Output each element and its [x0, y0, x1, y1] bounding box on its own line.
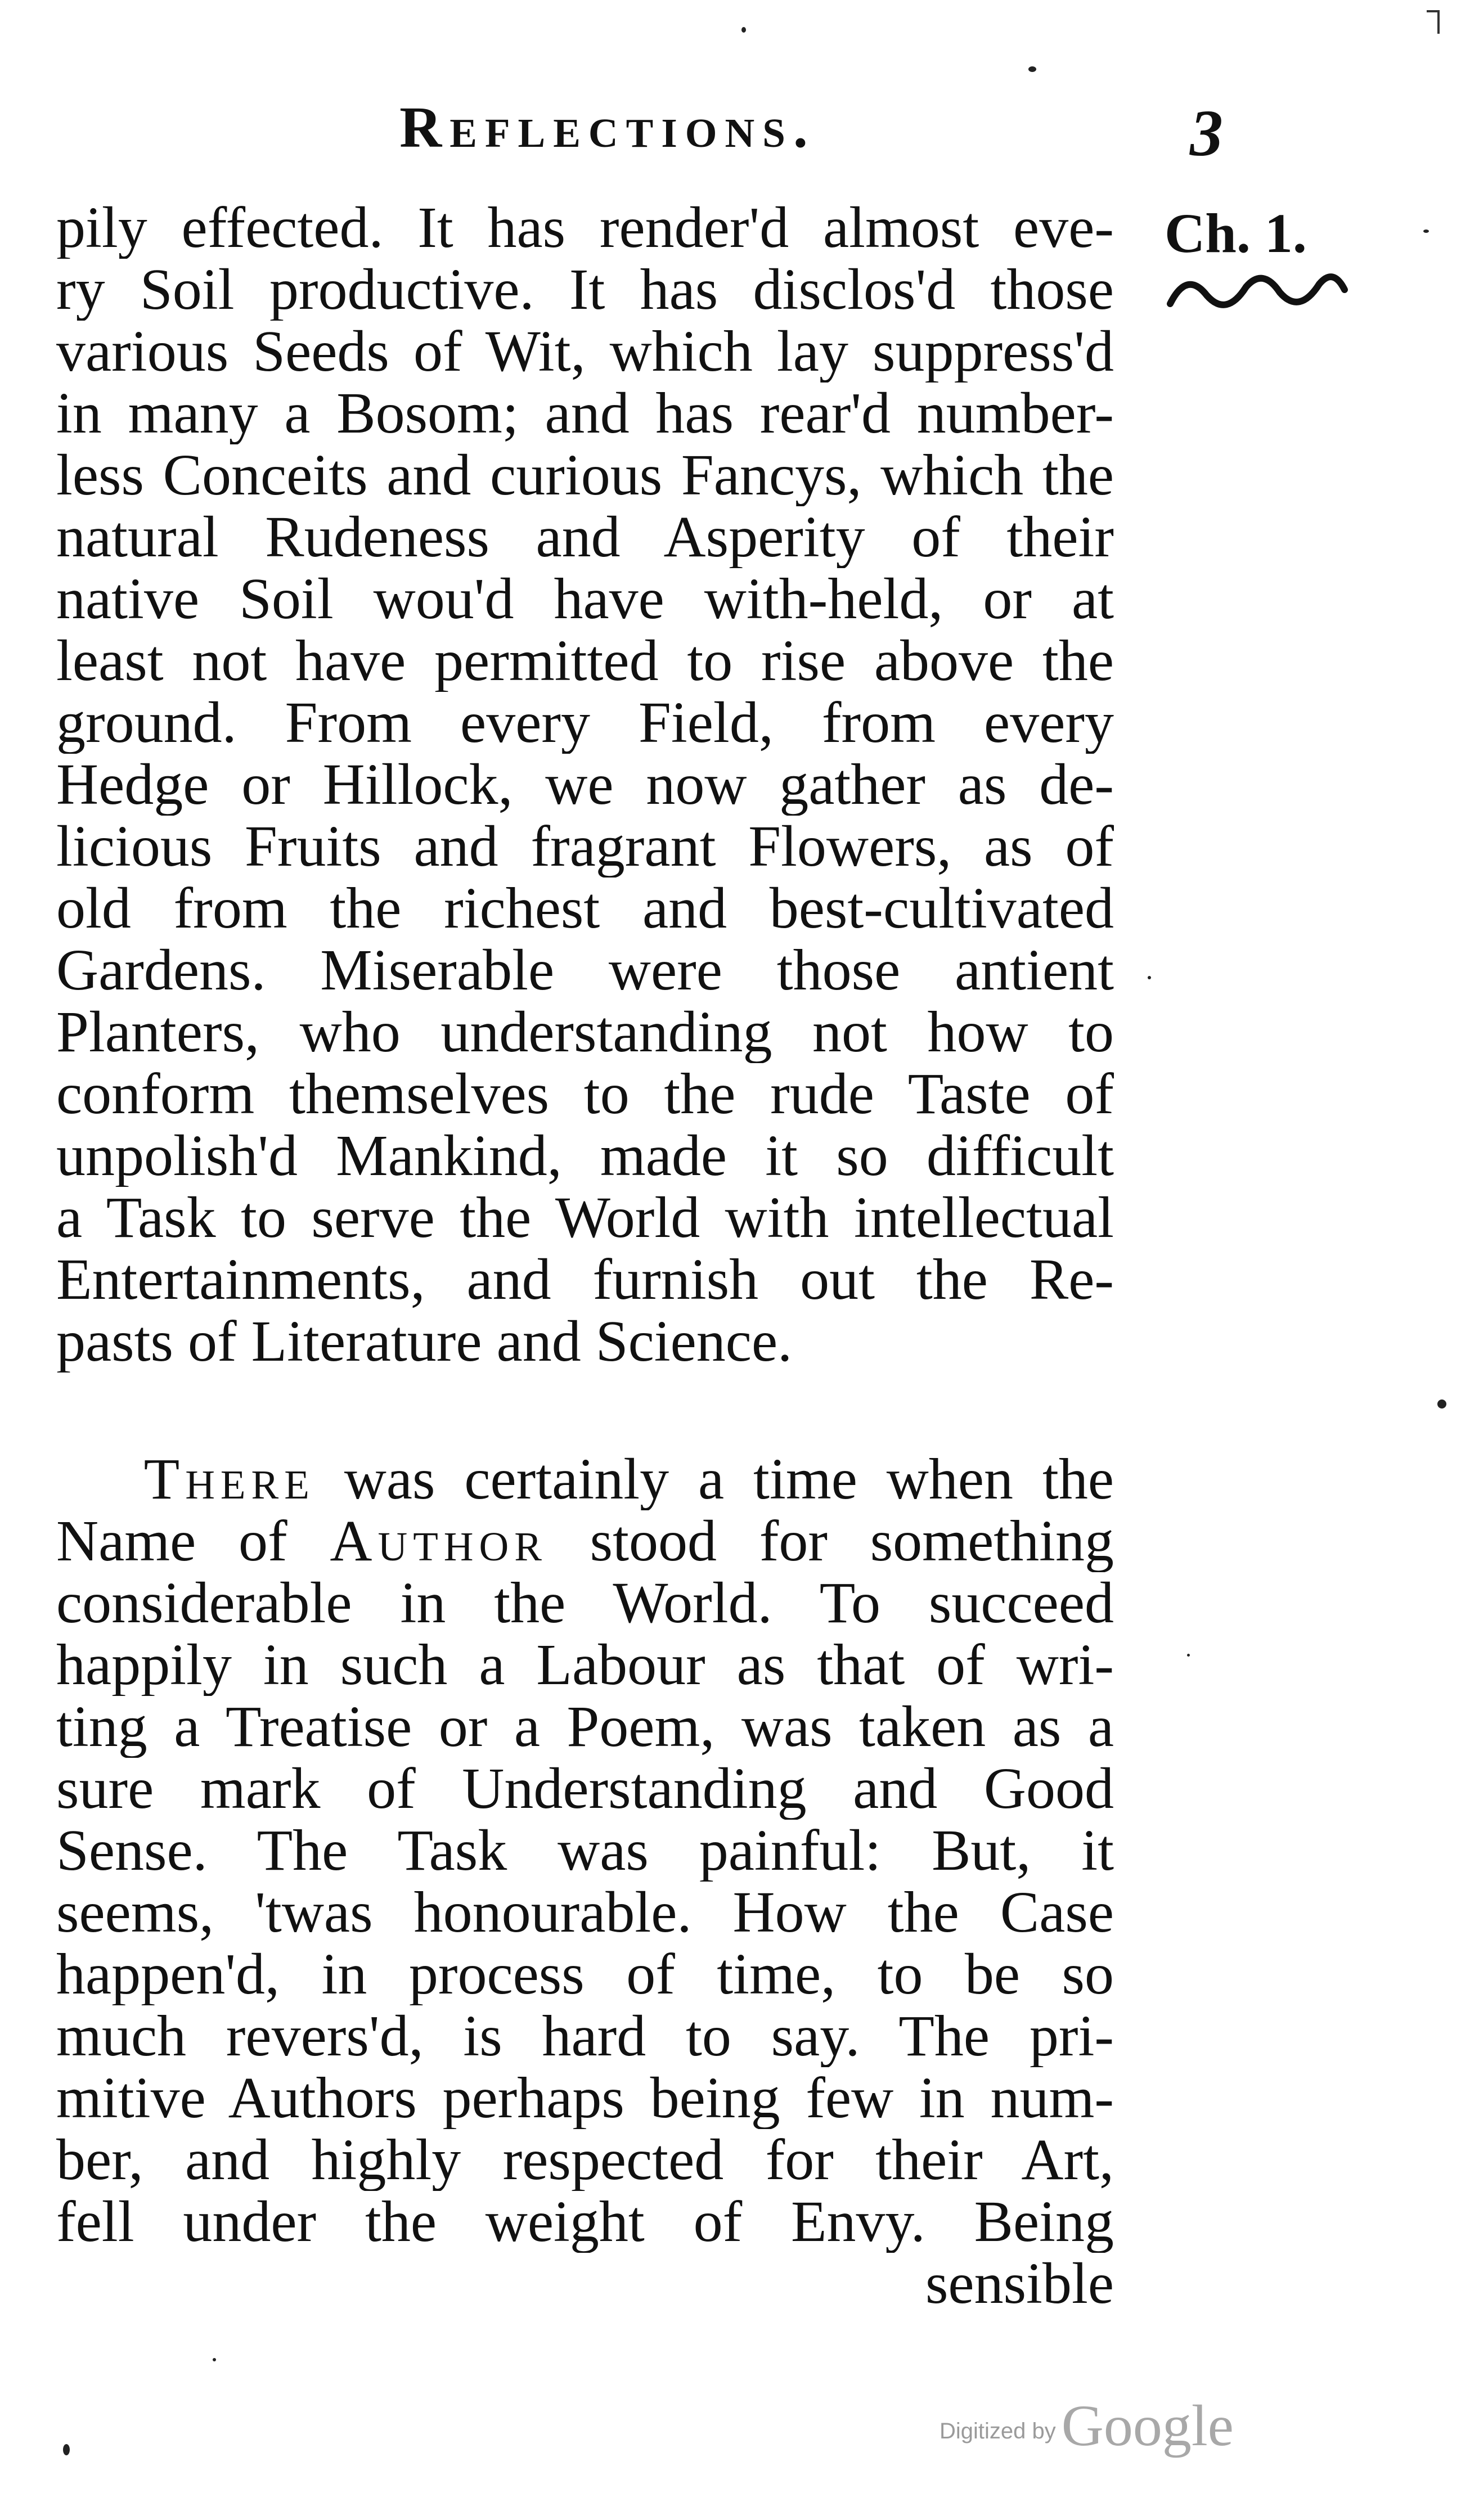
page-edge-mark	[1437, 10, 1440, 34]
text-line: pily effected. It has render'd almost eve-	[56, 197, 1114, 259]
text-line-second	[56, 1510, 1114, 1572]
first-line-rest: was certainly a time when the	[344, 1448, 1114, 1510]
bracket-flourish-icon	[1165, 264, 1350, 315]
google-logo: Google	[1061, 2393, 1234, 2458]
text-line: much revers'd, is hard to say. The pri-	[56, 2005, 1114, 2067]
text-line: a Task to serve the World with intellectual	[56, 1187, 1114, 1249]
running-head: Reflections.	[399, 95, 816, 160]
text-line: unpolish'd Mankind, made it so difficult	[56, 1125, 1114, 1187]
ink-speck	[1187, 1654, 1190, 1657]
text-line: ry Soil productive. It has disclos'd those	[56, 259, 1114, 321]
second-line-before: Name of	[56, 1510, 287, 1572]
text-line: least not have permitted to rise above the	[56, 630, 1114, 692]
author-word: Author	[330, 1510, 547, 1572]
watermark-prefix: Digitized by	[939, 2419, 1056, 2444]
ink-speck	[63, 2444, 70, 2455]
text-line: natural Rudeness and Asperity of their	[56, 506, 1114, 568]
text-line: happily in such a Labour as that of wri-	[56, 1634, 1114, 1696]
text-line: Gardens. Miserable were those antient	[56, 939, 1114, 1001]
digitization-watermark	[939, 2393, 1234, 2458]
text-line: Hedge or Hillock, we now gather as de-	[56, 754, 1114, 816]
text-line: ting a Treatise or a Poem, was taken as a	[56, 1696, 1114, 1758]
text-line: old from the richest and best-cultivated	[56, 878, 1114, 939]
text-line: conform themselves to the rude Taste of	[56, 1063, 1114, 1125]
text-line: seems, 'twas honourable. How the Case	[56, 1882, 1114, 1943]
text-line: ber, and highly respected for their Art,	[56, 2129, 1114, 2191]
text-line: in many a Bosom; and has rear'd number-	[56, 382, 1114, 444]
ink-speck	[741, 27, 746, 33]
text-line: pasts of Literature and Science.	[56, 1311, 793, 1372]
ink-speck	[1423, 230, 1429, 233]
text-line: Planters, who understanding not how to	[56, 1001, 1114, 1063]
second-line-after: stood for something	[590, 1510, 1114, 1572]
catchword: sensible	[925, 2253, 1114, 2315]
paragraph-2	[56, 1448, 1114, 2315]
chapter-reference: Ch. 1.	[1165, 202, 1307, 264]
lead-word: There	[143, 1448, 315, 1510]
ink-speck	[1148, 976, 1151, 979]
text-line: less Conceits and curious Fancys, which the	[56, 444, 1114, 506]
text-line: sure mark of Understanding and Good	[56, 1758, 1114, 1820]
ink-speck	[213, 2358, 216, 2361]
text-line-first	[56, 1448, 1114, 1510]
page-edge-mark-top	[1427, 10, 1439, 12]
text-line: happen'd, in process of time, to be so	[56, 1943, 1114, 2005]
text-line: fell under the weight of Envy. Being	[56, 2191, 1114, 2253]
ink-speck	[1028, 66, 1036, 72]
text-line: native Soil wou'd have with-held, or at	[56, 568, 1114, 630]
paragraph-1	[56, 197, 1114, 1372]
ink-speck	[1437, 1400, 1446, 1408]
text-line: various Seeds of Wit, which lay suppress'd	[56, 321, 1114, 382]
text-line: Entertainments, and furnish out the Re-	[56, 1249, 1114, 1311]
text-line: considerable in the World. To succeed	[56, 1572, 1114, 1634]
text-line: licious Fruits and fragrant Flowers, as of	[56, 816, 1114, 878]
text-line: Sense. The Task was painful: But, it	[56, 1820, 1114, 1882]
page-number: 3	[1190, 96, 1223, 170]
text-line: mitive Authors perhaps being few in num-	[56, 2067, 1114, 2129]
text-line: ground. From every Field, from every	[56, 692, 1114, 754]
